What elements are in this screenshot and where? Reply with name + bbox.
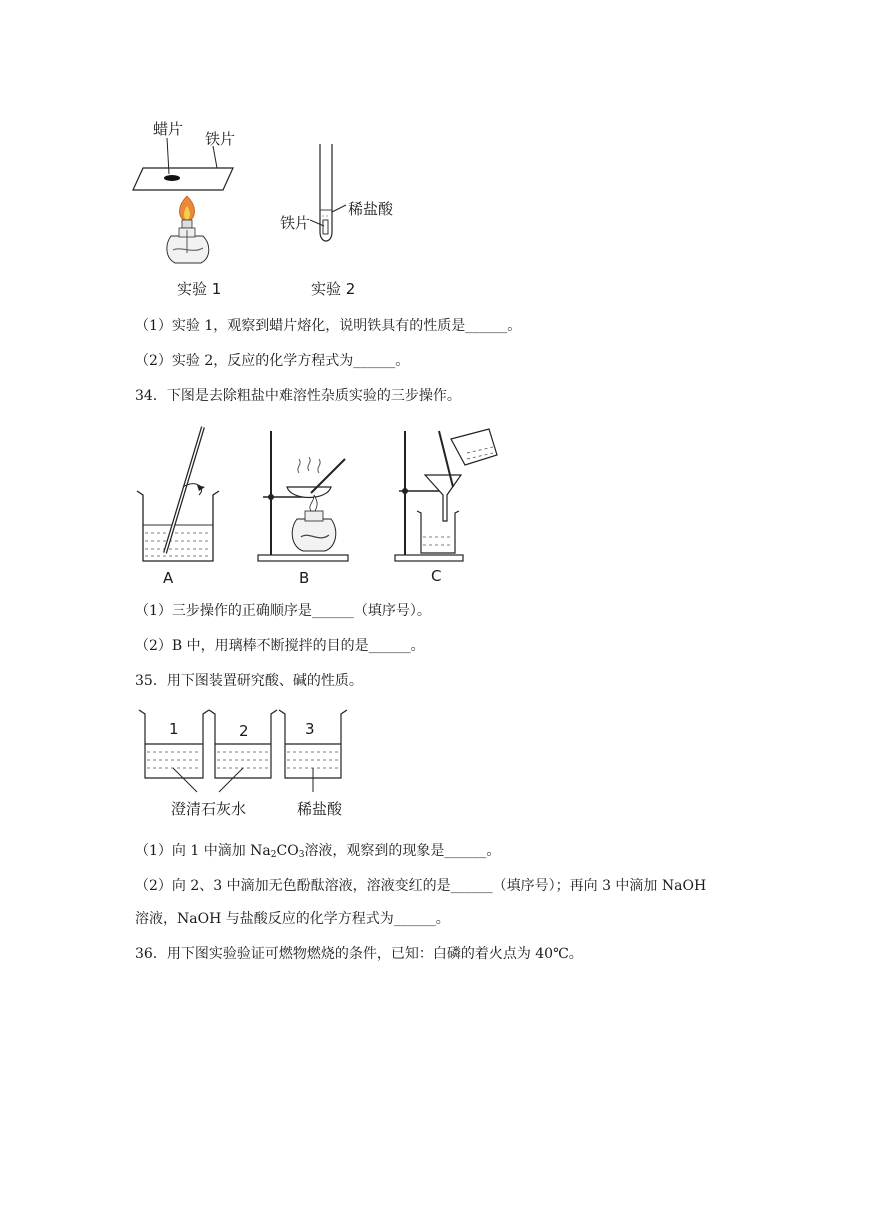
operation-c-filter-drawing (393, 425, 503, 570)
figure-salt-purification (135, 425, 505, 590)
q35-title: 35．用下图装置研究酸、碱的性质。 (135, 673, 363, 689)
label-iron-piece-tube: 铁片 (280, 214, 311, 232)
caption-experiment-2: 实验 2 (311, 280, 356, 298)
label-operation-a: A (163, 569, 174, 587)
label-operation-c: C (431, 567, 442, 585)
label-dilute-hcl-tube: 稀盐酸 (348, 200, 394, 218)
figure-three-beakers (135, 706, 355, 821)
q35-sub1-post: 溶液，观察到的现象是______。 (304, 843, 501, 859)
beaker-2-number: 2 (239, 722, 249, 740)
q33-sub1: （1）实验 1，观察到蜡片熔化，说明铁具有的性质是______。 (135, 318, 522, 334)
label-operation-b: B (299, 569, 310, 587)
q33-sub2: （2）实验 2，反应的化学方程式为______。 (135, 353, 410, 369)
q35-sub1-sub-2: 2 (270, 850, 277, 860)
label-iron-piece: 铁片 (205, 130, 236, 148)
q35-sub1-co: CO (276, 843, 299, 859)
q35-sub1 (135, 841, 500, 865)
q34-title: 34．下图是去除粗盐中难溶性杂质实验的三步操作。 (135, 388, 461, 404)
label-limewater: 澄清石灰水 (171, 800, 247, 818)
q35-sub2: （2）向 2、3 中滴加无色酚酞溶液，溶液变红的是______（填序号）；再向 3 中滴加 NaOH (135, 878, 707, 894)
q34-sub1: （1）三步操作的正确顺序是______（填序号）。 (135, 603, 431, 619)
operation-a-dissolve-drawing (135, 425, 220, 565)
q35-sub1-pre: （1）向 1 中滴加 Na (135, 843, 271, 859)
label-wax-piece: 蜡片 (153, 120, 184, 138)
caption-experiment-1: 实验 1 (177, 280, 222, 298)
beaker-3-number: 3 (305, 720, 315, 738)
q35-sub1-sub-3: 3 (298, 850, 305, 860)
beaker-1-number: 1 (169, 720, 179, 738)
figure-experiments-1-2 (125, 118, 415, 308)
q36-title: 36．用下图实验验证可燃物燃烧的条件，已知：白磷的着火点为 40℃。 (135, 946, 583, 962)
q35-sub2-cont: 溶液，NaOH 与盐酸反应的化学方程式为______。 (135, 911, 450, 927)
label-dilute-hcl-beaker: 稀盐酸 (297, 800, 343, 818)
operation-b-evaporate-drawing (253, 429, 353, 569)
q34-sub2: （2）B 中，用璃棒不断搅拌的目的是______。 (135, 638, 425, 654)
